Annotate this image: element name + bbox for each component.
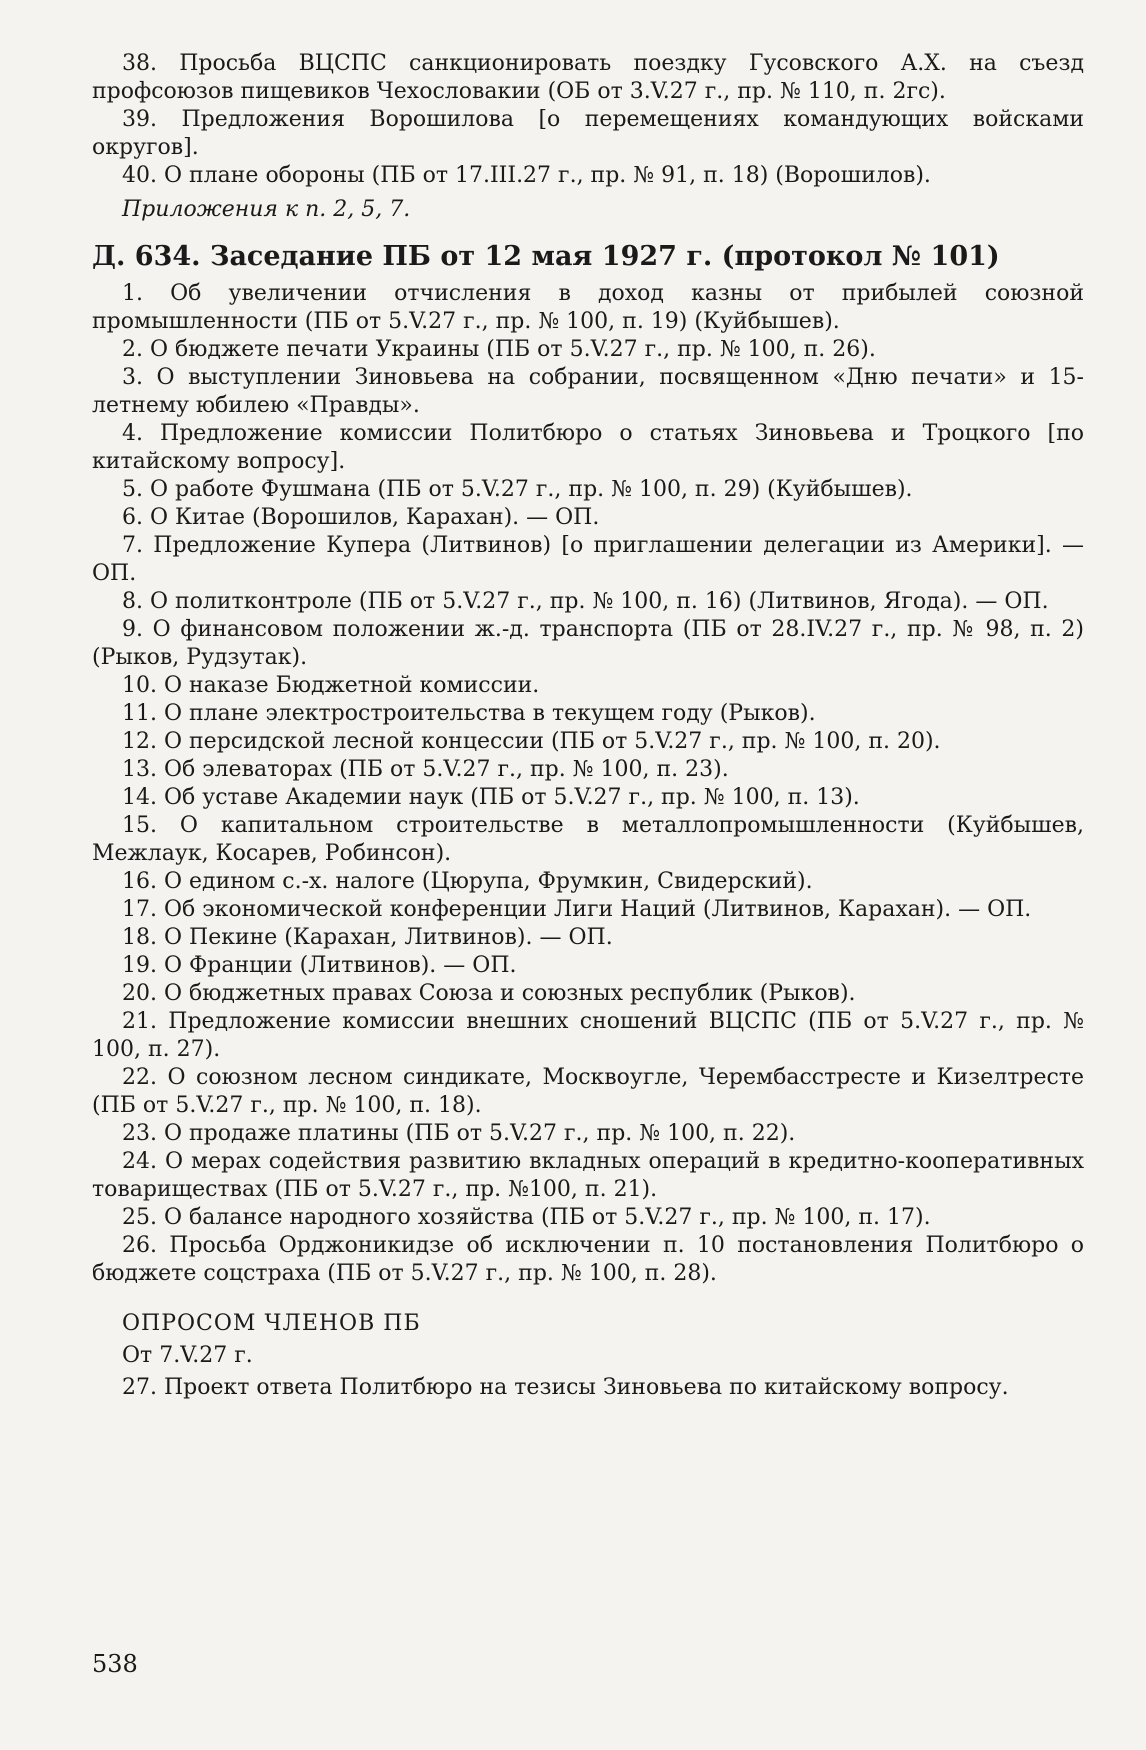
agenda-item-27: 27. Проект ответа Политбюро на тезисы Зиновьева по китайскому вопросу. [122, 1375, 1009, 1400]
agenda-item-17: 17. Об экономической конференции Лиги Наций (Литвинов, Карахан). — ОП. [122, 897, 1032, 922]
agenda-item-23: 23. О продаже платины (ПБ от 5.V.27 г., пр. № 100, п. 22). [122, 1121, 796, 1146]
agenda-item-25: 25. О балансе народного хозяйства (ПБ от 5.V.27 г., пр. № 100, п. 17). [122, 1205, 931, 1230]
agenda-item-40: 40. О плане обороны (ПБ от 17.III.27 г., пр. № 91, п. 18) (Ворошилов). [122, 163, 931, 188]
agenda-item-8: 8. О политконтроле (ПБ от 5.V.27 г., пр. № 100, п. 16) (Литвинов, Ягода). — ОП. [122, 589, 1049, 614]
agenda-item-21: 21. Предложение комиссии внешних сношений ВЦСПС (ПБ от 5.V.27 г., пр. № 100, п. 27). [92, 1009, 1084, 1062]
agenda-item-22: 22. О союзном лесном синдикате, Москвоугле, Черембасстресте и Кизелтресте (ПБ от 5.V.27 г., пр. № 100, п. 18). [92, 1065, 1084, 1118]
agenda-item-11: 11. О плане электростроительства в текущем году (Рыков). [122, 701, 816, 726]
agenda-item-9: 9. О финансовом положении ж.-д. транспорта (ПБ от 28.IV.27 г., пр. № 98, п. 2) (Рыков, Рудзутак). [92, 617, 1084, 670]
agenda-item-3: 3. О выступлении Зиновьева на собрании, посвященном «Дню печати» и 15-летнему юбилею «Правды». [92, 365, 1084, 418]
poll-section-label: ОПРОСОМ ЧЛЕНОВ ПБ [122, 1311, 421, 1336]
agenda-item-16: 16. О едином с.-х. налоге (Цюрупа, Фрумкин, Свидерский). [122, 869, 813, 894]
agenda-item-20: 20. О бюджетных правах Союза и союзных республик (Рыков). [122, 981, 856, 1006]
agenda-item-26: 26. Просьба Орджоникидзе об исключении п. 10 постановления Политбюро о бюджете соцстраха (ПБ от 5.V.27 г., пр. № 100, п. 28). [92, 1233, 1084, 1286]
agenda-item-15: 15. О капитальном строительстве в металлопромышленности (Куйбышев, Межлаук, Косарев, Робинсон). [92, 813, 1084, 866]
agenda-item-24: 24. О мерах содействия развитию вкладных операций в кредитно-кооперативных товариществах (ПБ от 5.V.27 г., пр. №100, п. 21). [92, 1149, 1084, 1202]
agenda-item-2: 2. О бюджете печати Украины (ПБ от 5.V.27 г., пр. № 100, п. 26). [122, 337, 876, 362]
agenda-item-39: 39. Предложения Ворошилова [о перемещениях командующих войсками округов]. [92, 107, 1084, 160]
agenda-item-38: 38. Просьба ВЦСПС санкционировать поездку Гусовского А.Х. на съезд профсоюзов пищевиков Чехословакии (ОБ от 3.V.27 г., пр. № 110, п. 2гс). [92, 51, 1084, 104]
appendix-note: Приложения к п. 2, 5, 7. [122, 197, 411, 222]
agenda-item-1: 1. Об увеличении отчисления в доход казны от прибылей союзной промышленности (ПБ от 5.V.27 г., пр. № 100, п. 19) (Куйбышев). [92, 281, 1084, 334]
agenda-item-6: 6. О Китае (Ворошилов, Карахан). — ОП. [122, 505, 600, 530]
agenda-item-7: 7. Предложение Купера (Литвинов) [о приглашении делегации из Америки]. — ОП. [92, 533, 1084, 586]
poll-date: От 7.V.27 г. [122, 1343, 253, 1368]
agenda-item-19: 19. О Франции (Литвинов). — ОП. [122, 953, 517, 978]
protocol-text [92, 50, 1084, 1402]
agenda-item-18: 18. О Пекине (Карахан, Литвинов). — ОП. [122, 925, 613, 950]
page-number: 538 [92, 1650, 138, 1678]
agenda-item-10: 10. О наказе Бюджетной комиссии. [122, 673, 540, 698]
agenda-item-13: 13. Об элеваторах (ПБ от 5.V.27 г., пр. № 100, п. 23). [122, 757, 729, 782]
section-heading: Д. 634. Заседание ПБ от 12 мая 1927 г. (протокол № 101) [92, 241, 1000, 272]
agenda-item-14: 14. Об уставе Академии наук (ПБ от 5.V.27 г., пр. № 100, п. 13). [122, 785, 860, 810]
agenda-item-12: 12. О персидской лесной концессии (ПБ от 5.V.27 г., пр. № 100, п. 20). [122, 729, 941, 754]
agenda-item-4: 4. Предложение комиссии Политбюро о статьях Зиновьева и Троцкого [по китайскому вопросу]. [92, 421, 1084, 474]
agenda-item-5: 5. О работе Фушмана (ПБ от 5.V.27 г., пр. № 100, п. 29) (Куйбышев). [122, 477, 913, 502]
